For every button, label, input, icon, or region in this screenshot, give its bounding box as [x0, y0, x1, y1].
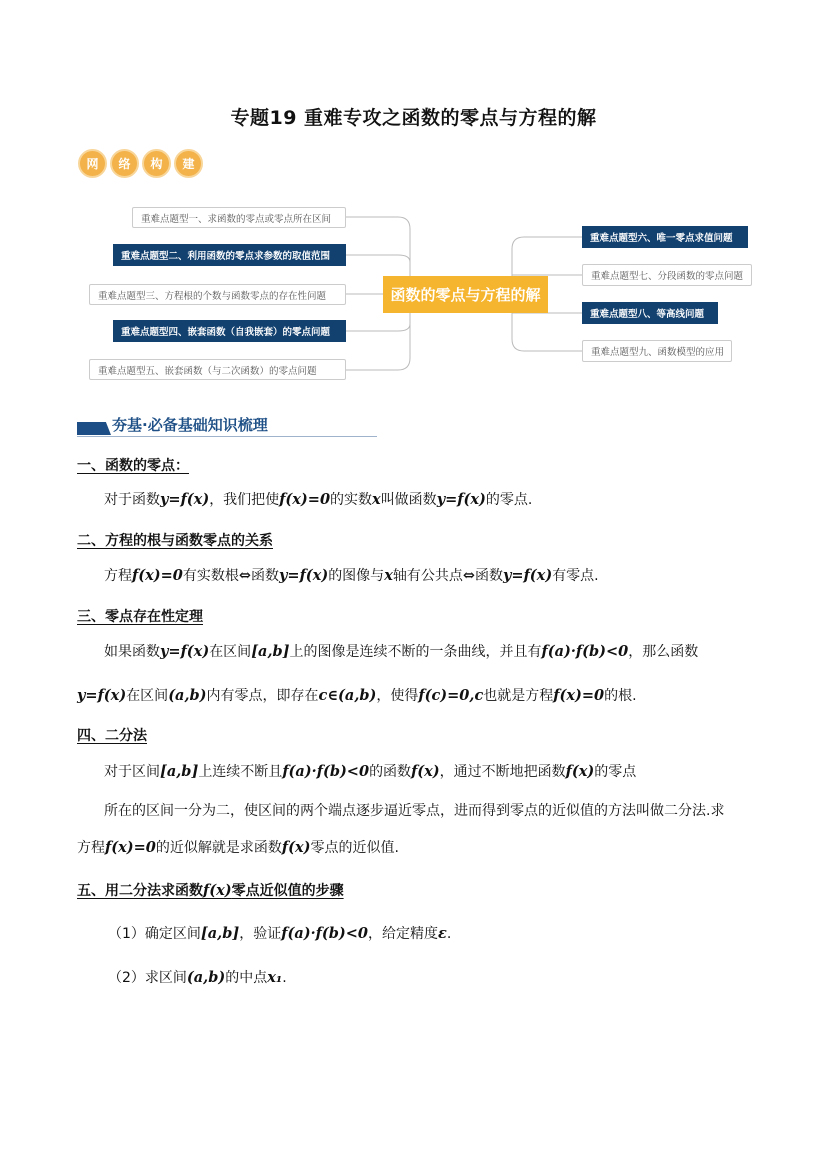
section-divider	[77, 436, 377, 437]
badge-char: 建	[174, 149, 203, 178]
mindmap-node: 重难点题型六、唯一零点求值问题	[582, 226, 748, 248]
paragraph: 所在的区间一分为二，使区间的两个端点逐步逼近零点，进而得到零点的近似值的方法叫做二分法.求	[104, 803, 725, 819]
paragraph: 对于函数y=f(x)，我们把使f(x)=0的实数x叫做函数y=f(x)的零点.	[104, 491, 533, 508]
badge-char: 网	[78, 149, 107, 178]
mindmap-node: 重难点题型七、分段函数的零点问题	[582, 264, 752, 286]
step-item: （2）求区间(a,b)的中点x₁.	[108, 969, 287, 986]
mindmap-center: 函数的零点与方程的解	[383, 276, 548, 313]
badge-char: 络	[110, 149, 139, 178]
heading-root-relation: 二、方程的根与函数零点的关系	[77, 533, 273, 549]
paragraph: 方程f(x)=0有实数根⇔函数y=f(x)的图像与x轴有公共点⇔函数y=f(x)有零点.	[104, 567, 599, 584]
step-item: （1）确定区间[a,b]，验证f(a)·f(b)<0，给定精度ε.	[108, 925, 452, 942]
paragraph: 对于区间[a,b]上连续不断且f(a)·f(b)<0的函数f(x)，通过不断地把函数f(x)的零点	[104, 763, 637, 780]
badge-char: 构	[142, 149, 171, 178]
mindmap-node: 重难点题型一、求函数的零点或零点所在区间	[132, 207, 346, 228]
mindmap-node: 重难点题型二、利用函数的零点求参数的取值范围	[113, 244, 346, 266]
mindmap-node: 重难点题型五、嵌套函数（与二次函数）的零点问题	[89, 359, 346, 380]
page-title: 专题19 重难专攻之函数的零点与方程的解	[230, 107, 597, 129]
section-badge	[78, 149, 203, 177]
paragraph: 如果函数y=f(x)在区间[a,b]上的图像是连续不断的一条曲线，并且有f(a)·f(b)<0，那么函数	[104, 643, 699, 660]
heading-existence-theorem: 三、零点存在性定理	[77, 609, 203, 625]
section-header: 夯基·必备基础知识梳理	[112, 416, 268, 434]
mindmap-node: 重难点题型九、函数模型的应用	[582, 340, 732, 362]
mindmap-node: 重难点题型八、等高线问题	[582, 302, 718, 324]
mindmap-node: 重难点题型三、方程根的个数与函数零点的存在性问题	[89, 284, 346, 305]
heading-bisection: 四、二分法	[77, 728, 147, 744]
paragraph: 方程f(x)=0的近似解就是求函数f(x)零点的近似值.	[77, 839, 399, 856]
mindmap-node: 重难点题型四、嵌套函数（自我嵌套）的零点问题	[113, 320, 346, 342]
heading-bisection-steps: 五、用二分法求函数f(x)零点近似值的步骤	[77, 882, 344, 899]
paragraph: y=f(x)在区间(a,b)内有零点，即存在c∈(a,b)，使得f(c)=0,c也就是方程f(x)=0的根.	[77, 687, 637, 704]
section-header-bar	[77, 422, 111, 435]
heading-zero-point: 一、函数的零点：	[77, 458, 189, 474]
